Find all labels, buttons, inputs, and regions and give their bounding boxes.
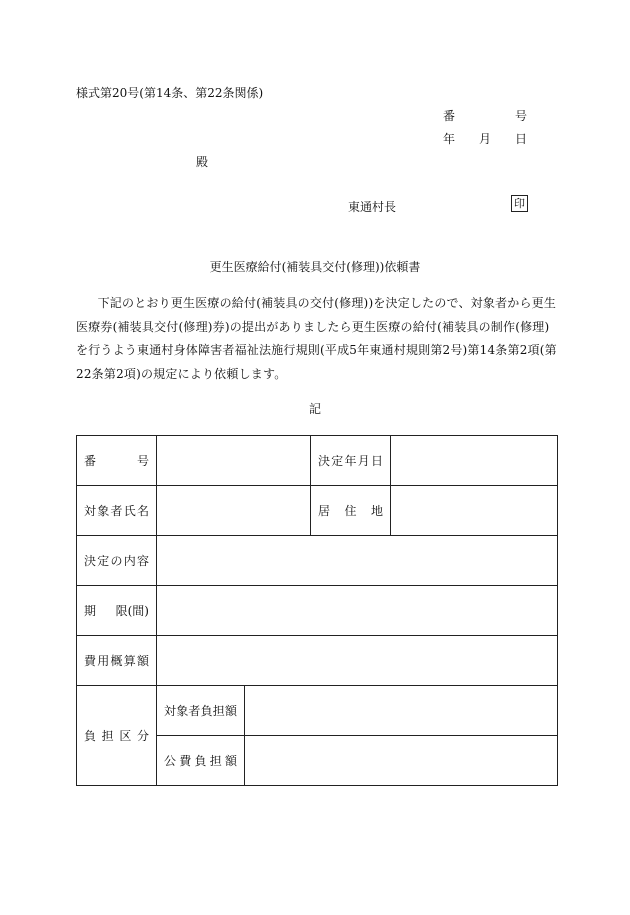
label-char: 者 <box>110 504 123 518</box>
table-row <box>77 486 558 536</box>
label-char: 居 <box>318 504 331 518</box>
request-form-table <box>76 435 558 786</box>
label-char: 地 <box>370 504 383 518</box>
period-label-cell <box>77 586 157 636</box>
label-char: 号 <box>136 454 149 468</box>
cost-label-cell <box>77 636 157 686</box>
label-char: 氏 <box>123 504 136 518</box>
seal-mark: 印 <box>511 195 528 212</box>
cost-value-cell[interactable] <box>157 636 558 686</box>
label-char: 額 <box>224 754 237 768</box>
address-value-cell[interactable] <box>391 486 558 536</box>
label-char: 費 <box>84 654 97 668</box>
date-char-month: 月 <box>478 132 491 146</box>
label-char: 限(間) <box>115 604 149 618</box>
table-row <box>77 636 558 686</box>
table-row <box>77 536 558 586</box>
label-char: 定 <box>97 554 110 568</box>
table-row <box>77 586 558 636</box>
table-row <box>77 686 558 736</box>
kettei-date-value-cell[interactable] <box>391 436 558 486</box>
kettei-date-label-cell <box>311 436 391 486</box>
date-char-year: 年 <box>443 132 456 146</box>
bango-label-cell <box>77 436 157 486</box>
form-number: 様式第20号(第14条、第22条関係) <box>76 86 264 100</box>
name-label-cell <box>77 486 157 536</box>
request-body-text: 下記のとおり更生医療の給付(補装具の交付(修理))を決定したので、対象者から更生医療券(補装具交付(修理)券)の提出がありましたら更生医療の給付(補装具の制作(修理)を行うよう東通村身体障害者福祉法施行規則(平成5年東通村規則第2号)第14条第2項(第22条第2項)の規定により依頼します。 <box>76 296 557 381</box>
label-char: 担 <box>101 729 114 743</box>
label-char: 容 <box>136 554 149 568</box>
label-char: 番 <box>84 454 97 468</box>
subject-burden-label-cell <box>157 686 245 736</box>
ki-heading: 記 <box>308 402 321 416</box>
table-row <box>77 436 558 486</box>
label-char: 算 <box>123 654 136 668</box>
label-char: 対 <box>164 704 177 718</box>
label-char: 担 <box>212 704 225 718</box>
label-char: 対 <box>84 504 97 518</box>
subject-burden-value-cell[interactable] <box>245 686 558 736</box>
label-char: 象 <box>97 504 110 518</box>
bango-char: 号 <box>514 109 527 123</box>
label-char: 名 <box>136 504 149 518</box>
name-value-cell[interactable] <box>157 486 311 536</box>
label-char: 負 <box>194 754 207 768</box>
label-char: 定 <box>331 454 344 468</box>
document-number-line <box>443 107 527 124</box>
label-char: 決 <box>318 454 331 468</box>
public-burden-value-cell[interactable] <box>245 736 558 786</box>
label-char: 負 <box>84 729 97 743</box>
date-char-day: 日 <box>514 132 527 146</box>
label-char: 用 <box>97 654 110 668</box>
label-char: 負 <box>200 704 213 718</box>
label-char: 月 <box>357 454 370 468</box>
bango-value-cell[interactable] <box>157 436 311 486</box>
label-char: 内 <box>123 554 136 568</box>
label-char: 費 <box>179 754 192 768</box>
period-value-cell[interactable] <box>157 586 558 636</box>
label-char: 年 <box>344 454 357 468</box>
label-char: 者 <box>188 704 201 718</box>
issuer-name: 東通村長 <box>348 200 397 214</box>
label-char: 象 <box>176 704 189 718</box>
label-char: 公 <box>164 754 177 768</box>
addressee-suffix: 殿 <box>196 155 209 169</box>
content-value-cell[interactable] <box>157 536 558 586</box>
label-char: 額 <box>136 654 149 668</box>
label-char: 担 <box>209 754 222 768</box>
label-char: 分 <box>136 729 149 743</box>
burden-label-cell <box>77 686 157 786</box>
address-label-cell <box>311 486 391 536</box>
label-char: 額 <box>224 704 237 718</box>
label-char: 住 <box>344 504 357 518</box>
label-char: の <box>110 554 123 568</box>
document-date-line <box>443 130 527 147</box>
label-char: 区 <box>119 729 132 743</box>
label-char: 期 <box>84 604 97 618</box>
document-title: 更生医療給付(補装具交付(修理))依頼書 <box>209 260 421 274</box>
label-char: 日 <box>370 454 383 468</box>
content-label-cell <box>77 536 157 586</box>
bango-char: 番 <box>443 109 456 123</box>
public-burden-label-cell <box>157 736 245 786</box>
label-char: 概 <box>110 654 123 668</box>
label-char: 決 <box>84 554 97 568</box>
